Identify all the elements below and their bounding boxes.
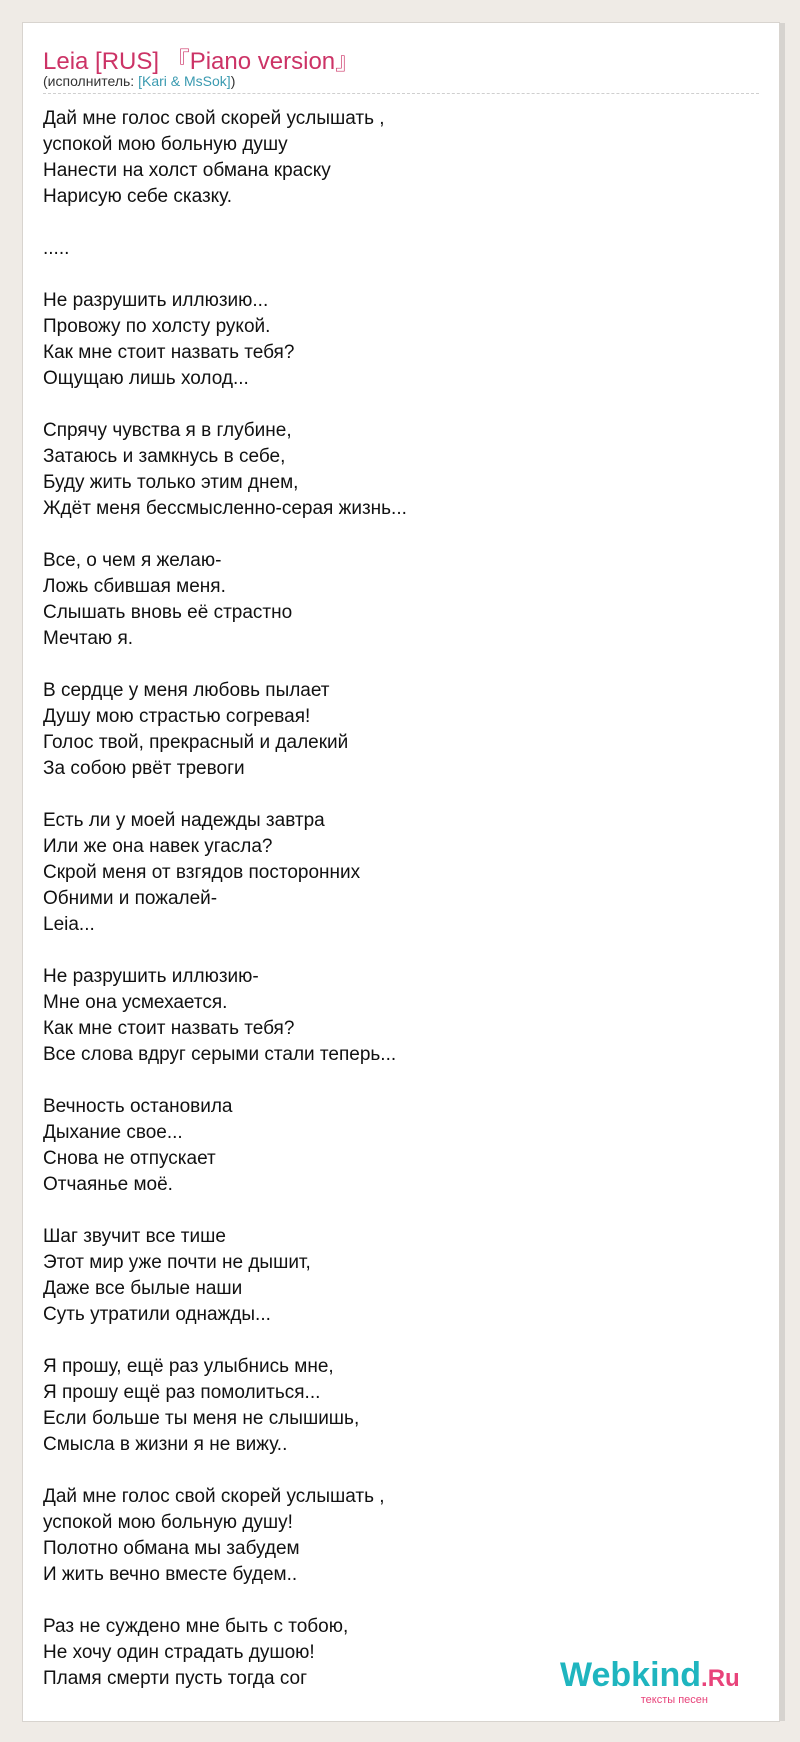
lyric-line: Скрой меня от взгядов посторонних — [43, 862, 361, 883]
lyric-line: Затаюсь и замкнусь в себе, — [43, 446, 286, 467]
header-divider — [43, 93, 759, 94]
logo-tld-text: .Ru — [701, 1665, 740, 1692]
stanza-gap — [43, 1588, 743, 1614]
lyric-line: Снова не отпускает — [43, 1148, 216, 1169]
lyric-line: Я прошу ещё раз помолиться... — [43, 1382, 321, 1403]
lyric-line: Этот мир уже почти не дышит, — [43, 1252, 311, 1273]
lyric-line: Суть утратили однажды... — [43, 1304, 271, 1325]
stanza-gap — [43, 782, 743, 808]
song-title: Leia [RUS] 『Piano version』 — [43, 48, 360, 75]
lyric-line: Есть ли у моей надежды завтра — [43, 810, 325, 831]
lyric-line: Нарисую себе сказку. — [43, 186, 233, 207]
lyric-line: Не разрушить иллюзию... — [43, 290, 269, 311]
lyric-line: Или же она навек угасла? — [43, 836, 273, 857]
stanza-gap — [43, 1328, 743, 1354]
lyric-line: успокой мою больную душу — [43, 134, 288, 155]
performer-prefix: (исполнитель: — [43, 73, 139, 89]
lyric-line: Слышать вновь её страстно — [43, 602, 293, 623]
lyric-line: Мне она усмехается. — [43, 992, 228, 1013]
performer-line — [43, 73, 235, 89]
lyric-line: Даже все былые наши — [43, 1278, 243, 1299]
lyric-line: Буду жить только этим днем, — [43, 472, 299, 493]
lyric-line: Раз не суждено мне быть с тобою, — [43, 1616, 349, 1637]
lyric-line: Шаг звучит все тише — [43, 1226, 226, 1247]
performer-link[interactable]: [Kari & MsSok] — [138, 73, 231, 89]
stanza-gap — [43, 392, 743, 418]
stanza-gap — [43, 1068, 743, 1094]
stanza-gap — [43, 1198, 743, 1224]
lyric-line: Голос твой, прекрасный и далекий — [43, 732, 349, 753]
lyric-line: Душу мою страстью согревая! — [43, 706, 311, 727]
logo-main-text: Webkind — [560, 1656, 702, 1694]
lyric-line: Все, о чем я желаю- — [43, 550, 222, 571]
lyric-line: Отчаянье моё. — [43, 1174, 173, 1195]
logo-wordmark — [560, 1656, 740, 1695]
lyric-line: Дай мне голос свой скорей услышать , — [43, 108, 385, 129]
stanza-gap — [43, 522, 743, 548]
lyric-line: Как мне стоит назвать тебя? — [43, 342, 295, 363]
lyric-line: Полотно обмана мы забудем — [43, 1538, 300, 1559]
lyric-line: Смысла в жизни я не вижу.. — [43, 1434, 288, 1455]
stanza-gap — [43, 938, 743, 964]
stanza-gap — [43, 652, 743, 678]
lyric-line: Если больше ты меня не слышишь, — [43, 1408, 360, 1429]
stanza-gap — [43, 210, 743, 236]
lyric-line: Все слова вдруг серыми стали теперь... — [43, 1044, 397, 1065]
lyric-line: успокой мою больную душу! — [43, 1512, 293, 1533]
lyric-line: Ложь сбившая меня. — [43, 576, 226, 597]
lyric-line: Ждёт меня бессмысленно-серая жизнь... — [43, 498, 407, 519]
lyric-line: Мечтаю я. — [43, 628, 134, 649]
lyric-line: Ощущаю лишь холод... — [43, 368, 249, 389]
lyric-line: Обними и пожалей- — [43, 888, 218, 909]
site-logo[interactable] — [560, 1656, 740, 1706]
stanza-gap — [43, 262, 743, 288]
lyric-line: Спрячу чувства я в глубине, — [43, 420, 292, 441]
lyric-line: Leia... — [43, 914, 95, 935]
lyric-line: Вечность остановила — [43, 1096, 233, 1117]
lyric-line: Дыхание свое... — [43, 1122, 183, 1143]
lyrics-text — [43, 106, 743, 1692]
lyric-line: ..... — [43, 238, 70, 259]
lyric-line: Нанести на холст обмана краску — [43, 160, 331, 181]
lyric-line: Не хочу один страдать душою! — [43, 1642, 315, 1663]
lyric-line: Провожу по холсту рукой. — [43, 316, 271, 337]
lyric-line: За собою рвёт тревоги — [43, 758, 245, 779]
stanza-gap — [43, 1458, 743, 1484]
lyric-line: Я прошу, ещё раз улыбнись мне, — [43, 1356, 334, 1377]
lyric-line: Как мне стоит назвать тебя? — [43, 1018, 295, 1039]
lyric-line: И жить вечно вместе будем.. — [43, 1564, 298, 1585]
lyric-line: Не разрушить иллюзию- — [43, 966, 259, 987]
lyric-line: Пламя смерти пусть тогда сог — [43, 1668, 308, 1689]
performer-suffix: ) — [230, 73, 236, 89]
logo-tagline: тексты песен — [640, 1694, 708, 1706]
lyric-line: В сердце у меня любовь пылает — [43, 680, 330, 701]
lyric-line: Дай мне голос свой скорей услышать , — [43, 1486, 385, 1507]
lyrics-card — [22, 22, 780, 1722]
